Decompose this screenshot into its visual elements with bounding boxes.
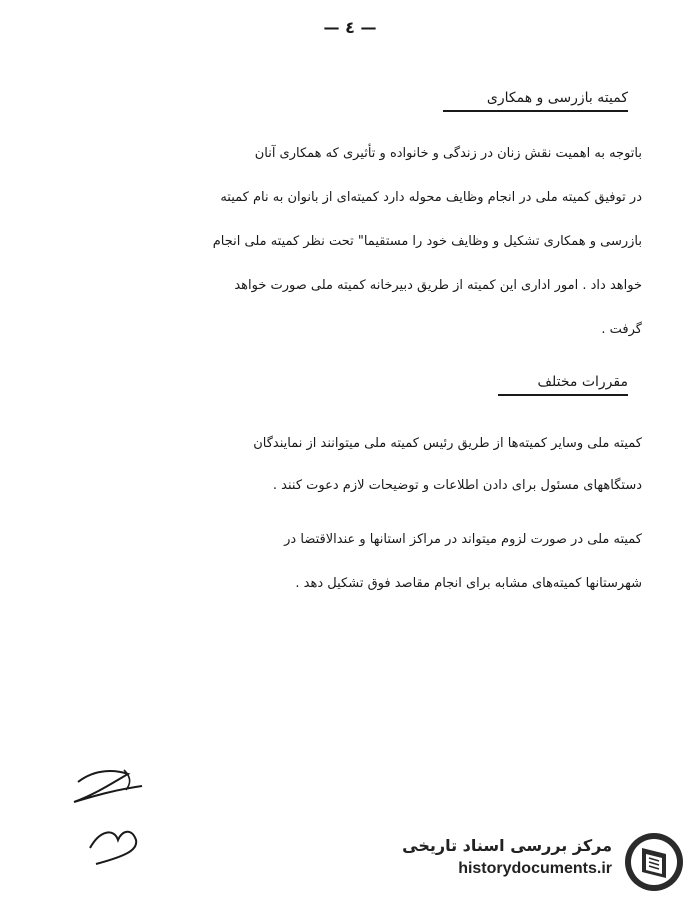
text-line: خواهد داد . امور اداری این کمیته از طریق دبیرخانه کمیته ملی صورت خواهد: [234, 278, 642, 293]
text-line: بازرسی و همکاری تشکیل و وظایف خود را مستقیما" تحت نظر کمیته ملی انجام: [212, 234, 642, 249]
section-heading-misc-regulations: مقررات مختلف: [498, 374, 628, 396]
section-heading-inspection-committee: کمیته بازرسی و همکاری: [443, 90, 628, 112]
text-line: دستگاههای مسئول برای دادن اطلاعات و توضیحات لازم دعوت کنند .: [272, 478, 642, 493]
text-line: در توفیق کمیته ملی در انجام وظایف محوله دارد کمیته‌ای از بانوان به نام کمیته: [220, 190, 642, 205]
paragraph-misc-2: [42, 532, 642, 602]
text-line: باتوجه به اهمیت نقش زنان در زندگی و خانواده و تأثیری که همکاری آنان: [254, 146, 642, 161]
paragraph-inspection-committee: [42, 146, 642, 356]
watermark-title: مرکز بررسی اسناد تاریخی: [402, 836, 612, 855]
text-line: شهرستانها کمیته‌های مشابه برای انجام مقاصد فوق تشکیل دهد .: [295, 576, 642, 591]
archive-logo-icon: [622, 830, 686, 894]
text-line: کمیته ملی در صورت لزوم میتواند در مراکز استانها و عندالاقتضا در: [284, 532, 642, 547]
page-number: — ٤ —: [323, 18, 377, 37]
paragraph-misc-1: [42, 436, 642, 506]
text-line: گرفت .: [601, 322, 642, 337]
handwritten-signature: [66, 760, 156, 880]
text-line: کمیته ملی وسایر کمیته‌ها از طریق رئیس کمیته ملی میتوانند از نمایندگان: [253, 436, 642, 451]
watermark-url: historydocuments.ir: [458, 860, 612, 877]
watermark: [402, 830, 686, 894]
